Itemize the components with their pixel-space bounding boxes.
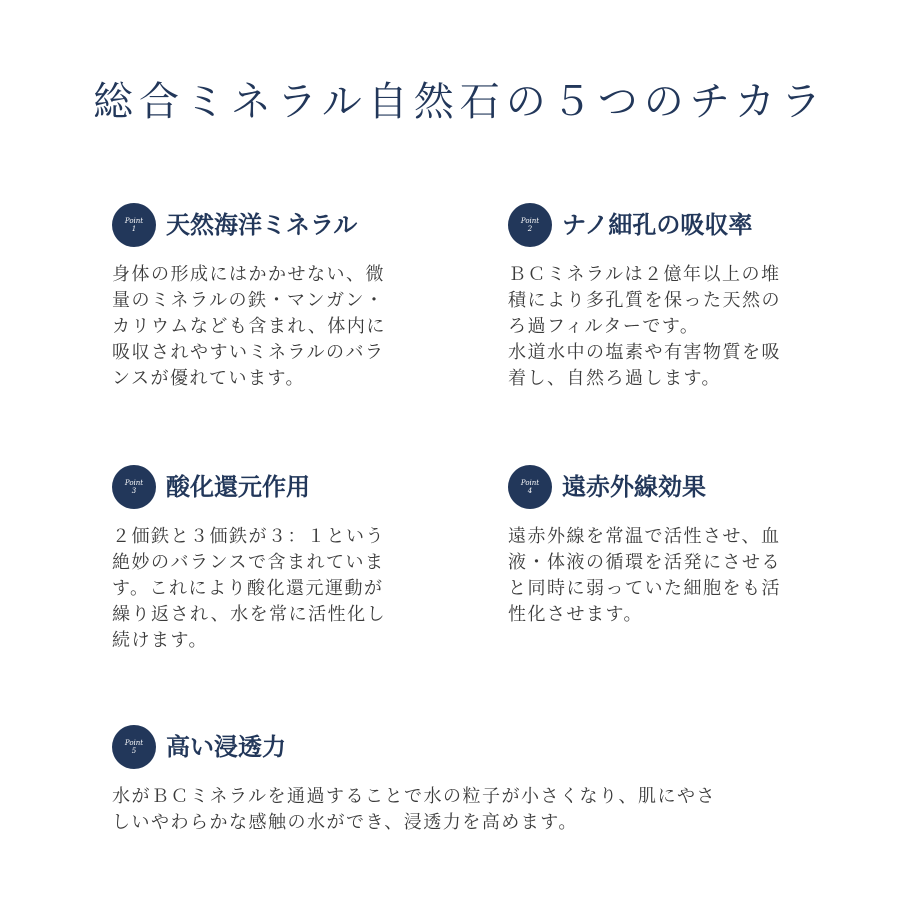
point-5-header <box>112 722 832 772</box>
point-2-body: ＢＣミネラルは２億年以上の堆 積により多孔質を保った天然の ろ過フィルターです。 水道水中の塩素や有害物質を吸 着し、自然ろ過します。 <box>508 264 781 389</box>
point-2-header <box>508 200 848 250</box>
point-5-body: 水がＢＣミネラルを通過することで水の粒子が小さくなり、肌にやさ しいやわらかな感触の水ができ、浸透力を高めます。 <box>112 786 716 833</box>
badge-label: Point <box>124 217 144 225</box>
badge-number: 3 <box>131 487 137 495</box>
point-1-header <box>112 200 452 250</box>
badge-label: Point <box>520 479 540 487</box>
point-2-heading: ナノ細孔の吸収率 <box>562 211 753 239</box>
point-1-heading: 天然海洋ミネラル <box>166 211 358 239</box>
badge-label: Point <box>124 479 144 487</box>
point-badge-icon <box>112 203 156 247</box>
point-badge-icon <box>112 725 156 769</box>
point-5-section <box>112 722 832 836</box>
point-3-heading: 酸化還元作用 <box>166 473 310 501</box>
badge-number: 5 <box>131 747 137 755</box>
point-4-header <box>508 462 848 512</box>
badge-number: 4 <box>527 487 533 495</box>
point-badge-icon <box>112 465 156 509</box>
badge-label: Point <box>520 217 540 225</box>
point-badge-icon <box>508 465 552 509</box>
point-1-section <box>112 200 452 392</box>
point-4-section <box>508 462 848 628</box>
point-2-section <box>508 200 848 392</box>
point-4-body: 遠赤外線を常温で活性させ、血 液・体液の循環を活発にさせる と同時に弱っていた細胞をも活 性化させます。 <box>508 526 781 625</box>
page-title: 総合ミネラル自然石の５つのチカラ <box>93 79 827 125</box>
point-4-heading: 遠赤外線効果 <box>562 473 706 501</box>
point-3-section <box>112 462 452 654</box>
badge-number: 1 <box>131 225 137 233</box>
badge-number: 2 <box>527 225 533 233</box>
point-badge-icon <box>508 203 552 247</box>
point-1-body: 身体の形成にはかかせない、微 量のミネラルの鉄・マンガン・ カリウムなども含まれ、体内に 吸収されやすいミネラルのバラ ンスが優れています。 <box>112 264 386 389</box>
badge-label: Point <box>124 739 144 747</box>
point-3-header <box>112 462 452 512</box>
point-3-body: ２価鉄と３価鉄が３：１という 絶妙のバランスで含まれていま す。これにより酸化還元運動が 繰り返され、水を常に活性化し 続けます。 <box>112 526 387 651</box>
point-5-heading: 高い浸透力 <box>166 733 286 761</box>
